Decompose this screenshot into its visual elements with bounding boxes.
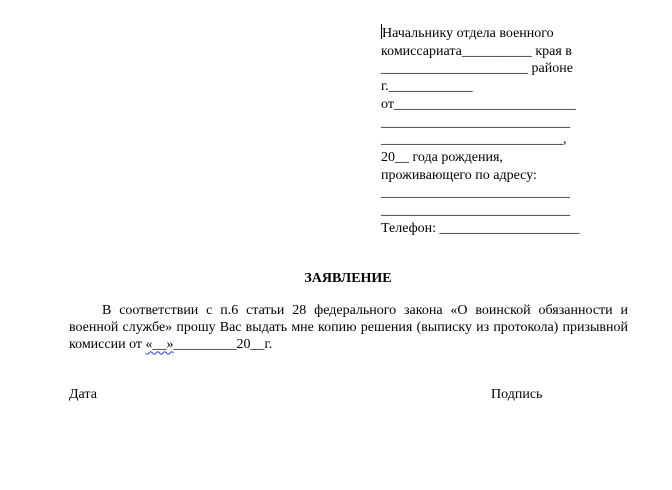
spellcheck-marked-text: «__» xyxy=(145,337,174,353)
date-label: Дата xyxy=(69,387,97,402)
application-body xyxy=(69,302,628,354)
addressee-line: проживающего по адресу: xyxy=(381,167,537,183)
addressee-line: _____________________ районе xyxy=(381,61,573,77)
addressee-line: ___________________________ xyxy=(381,203,570,219)
addressee-line: Начальнику отдела военного xyxy=(382,26,554,41)
addressee-line: комиссариата__________ края в xyxy=(381,43,572,59)
body-text-end: _________20__г. xyxy=(173,337,273,353)
document-title: ЗАЯВЛЕНИЕ xyxy=(304,271,392,286)
addressee-line: __________________________, xyxy=(381,132,567,148)
signature-label: Подпись xyxy=(491,387,543,402)
addressee-line: 20__ года рождения, xyxy=(381,149,503,165)
addressee-line: Телефон: ____________________ xyxy=(381,220,580,236)
addressee-line: от__________________________ xyxy=(381,96,576,112)
addressee-block xyxy=(381,24,611,237)
addressee-line: ___________________________ xyxy=(381,185,570,201)
addressee-line: г.____________ xyxy=(381,79,473,95)
body-text-start: В соответствии с п.6 статьи 28 федерального закона «О воинской обязанности и военной службе» прошу Вас выдать мне копию решения (выписку из протокола) призывной комиссии от xyxy=(69,303,628,353)
addressee-line: ___________________________ xyxy=(381,114,570,130)
